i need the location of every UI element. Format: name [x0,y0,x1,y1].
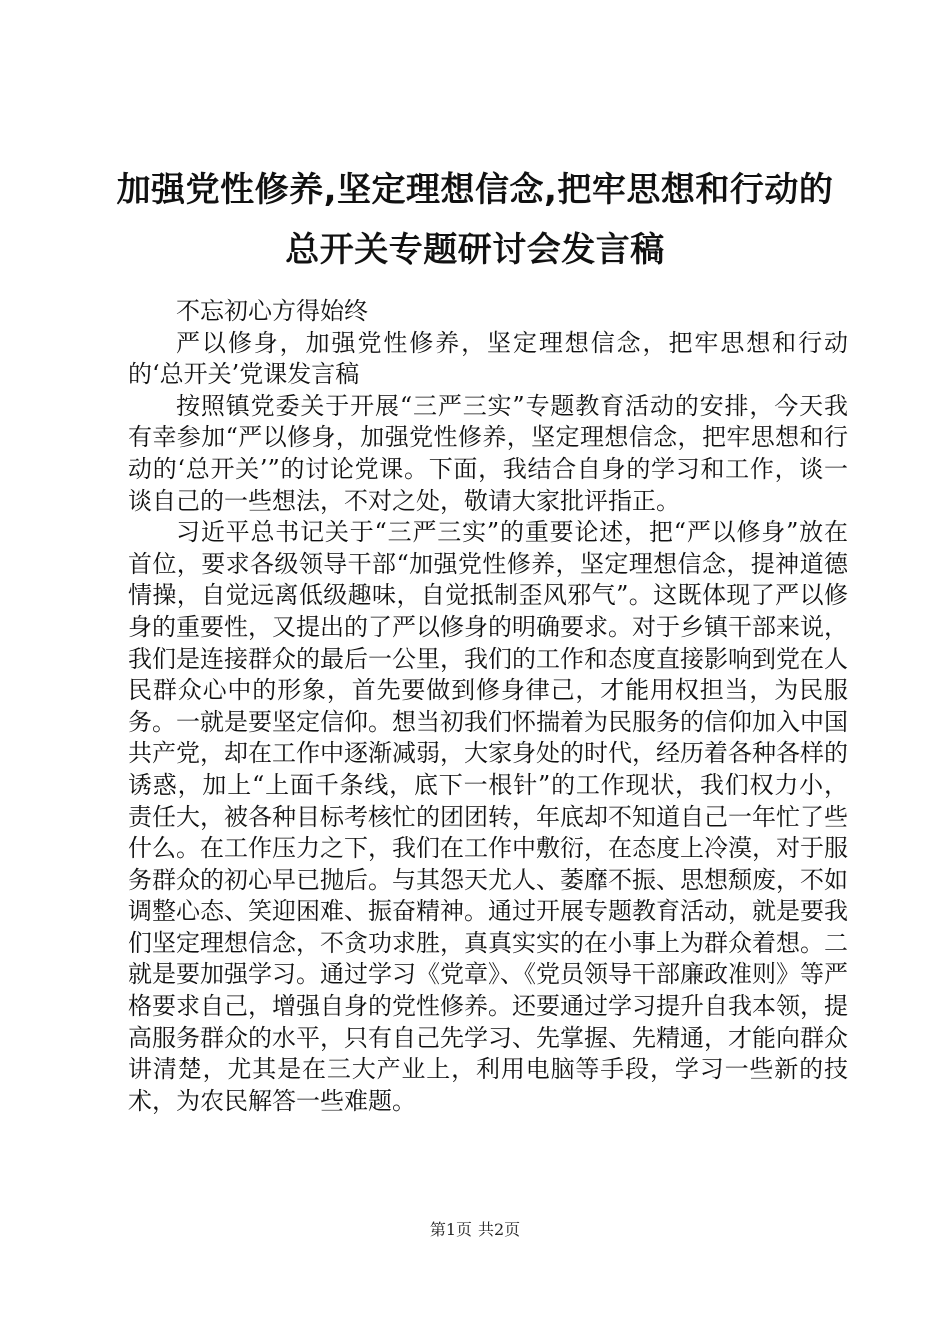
page-total: 共2页 [478,1220,521,1239]
paragraph-intro: 按照镇党委关于开展“三严三实”专题教育活动的安排，今天我有幸参加“严以修身，加强党性修养，坚定理想信念，把牢思想和行动的‘总开关’”的讨论党课。下面，我结合自身的学习和工作，谈一谈自己的一些想法，不对之处，敬请大家批评指正。 [128,391,848,515]
page-number: 第1页 [429,1220,472,1239]
page-footer [0,1220,950,1240]
paragraph-main: 习近平总书记关于“三严三实”的重要论述，把“严以修身”放在首位，要求各级领导干部“加强党性修养，坚定理想信念，提神道德情操，自觉远离低级趣味，自觉抵制歪风邪气”。这既体现了严以修身的重要性，又提出的了严以修身的明确要求。对于乡镇干部来说，我们是连接群众的最后一公里，我们的工作和态度直接影响到党在人民群众心中的形象，首先要做到修身律己，才能用权担当，为民服务。一就是要坚定信仰。想当初我们怀揣着为民服务的信仰加入中国共产党，却在工作中逐渐减弱，大家身处的时代，经历着各种各样的诱惑，加上“上面千条线，底下一根针”的工作现状，我们权力小，责任大，被各种目标考核忙的团团转，年底却不知道自己一年忙了些什么。在工作压力之下，我们在工作中敷衍，在态度上冷漠，对于服务群众的初心早已抛后。与其怨天尤人、萎靡不振、思想颓废，不如调整心态、笑迎困难、振奋精神。通过开展专题教育活动，就是要我们坚定理想信念，不贪功求胜，真真实实的在小事上为群众着想。二就是要加强学习。通过学习《党章》、《党员领导干部廉政准则》等严格要求自己，增强自身的党性修养。还要通过学习提升自我本领，提高服务群众的水平，只有自己先学习、先掌握、先精通，才能向群众讲清楚，尤其是在三大产业上，利用电脑等手段，学习一些新的技术，为农民解答一些难题。 [128,518,848,1115]
document-title: 加强党性修养,坚定理想信念,把牢思想和行动的总开关专题研讨会发言稿 [116,170,834,270]
paragraph-subtitle: 不忘初心方得始终 [176,297,368,325]
document-body [128,296,848,1117]
paragraph-heading: 严以修身，加强党性修养，坚定理想信念，把牢思想和行动的‘总开关’党课发言稿 [128,328,848,389]
